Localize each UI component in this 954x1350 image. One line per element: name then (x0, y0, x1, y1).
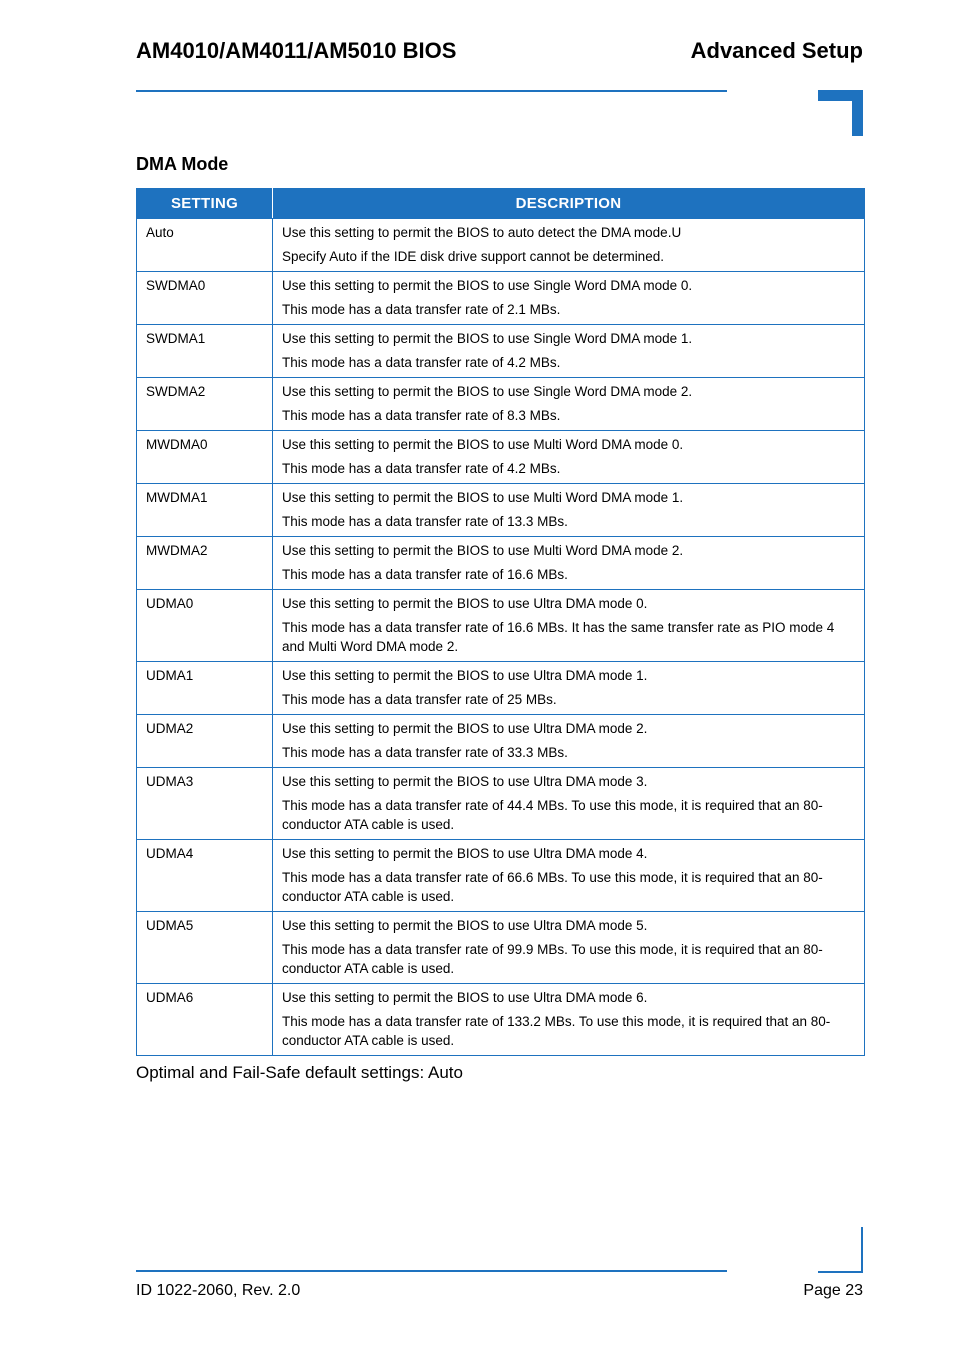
corner-mark-bottom-vertical (861, 1227, 863, 1273)
description-detail: This mode has a data transfer rate of 16.6 MBs. It has the same transfer rate as PIO mode 4 and Multi Word DMA mode 2. (282, 620, 835, 654)
description-line: Use this setting to permit the BIOS to use Single Word DMA mode 0. (282, 278, 693, 293)
page-number: Page 23 (803, 1282, 863, 1299)
dma-mode-table (136, 188, 865, 1056)
description-cell (273, 715, 865, 768)
description-cell (273, 768, 865, 840)
description-line: Use this setting to permit the BIOS to use Multi Word DMA mode 2. (282, 543, 684, 558)
description-line: Use this setting to permit the BIOS to use Ultra DMA mode 1. (282, 668, 648, 683)
setting-cell: MWDMA0 (137, 431, 273, 484)
description-detail: This mode has a data transfer rate of 99.9 MBs. To use this mode, it is required that an 80-conductor ATA cable is used. (282, 942, 823, 976)
description-line: Use this setting to permit the BIOS to use Multi Word DMA mode 1. (282, 490, 684, 505)
setting-cell: UDMA0 (137, 590, 273, 662)
description-detail: This mode has a data transfer rate of 66.6 MBs. To use this mode, it is required that an 80-conductor ATA cable is used. (282, 870, 823, 904)
setting-cell: UDMA3 (137, 768, 273, 840)
table-row (137, 272, 865, 325)
table-row (137, 840, 865, 912)
column-header-description: DESCRIPTION (273, 189, 865, 219)
setting-cell: SWDMA0 (137, 272, 273, 325)
table-header-row (137, 189, 865, 219)
description-cell (273, 378, 865, 431)
description-line: Use this setting to permit the BIOS to use Ultra DMA mode 4. (282, 846, 648, 861)
table-body (137, 219, 865, 1056)
corner-mark-top-vertical (852, 90, 863, 136)
setting-cell: MWDMA2 (137, 537, 273, 590)
table-row (137, 590, 865, 662)
table-row (137, 325, 865, 378)
description-detail: This mode has a data transfer rate of 8.3 MBs. (282, 408, 561, 423)
description-cell (273, 537, 865, 590)
footer-rule (136, 1270, 727, 1272)
description-line: Use this setting to permit the BIOS to auto detect the DMA mode.U (282, 225, 682, 240)
setting-cell: UDMA5 (137, 912, 273, 984)
default-settings-note: Optimal and Fail-Safe default settings: Auto (136, 1063, 463, 1082)
description-line: Use this setting to permit the BIOS to use Ultra DMA mode 5. (282, 918, 648, 933)
description-cell (273, 590, 865, 662)
description-detail: This mode has a data transfer rate of 25 MBs. (282, 692, 557, 707)
setting-cell: SWDMA1 (137, 325, 273, 378)
setting-cell: MWDMA1 (137, 484, 273, 537)
description-detail: This mode has a data transfer rate of 13.3 MBs. (282, 514, 568, 529)
description-cell (273, 840, 865, 912)
description-detail: This mode has a data transfer rate of 44.4 MBs. To use this mode, it is required that an 80-conductor ATA cable is used. (282, 798, 823, 832)
table-row (137, 219, 865, 272)
table-row (137, 484, 865, 537)
setting-cell: UDMA6 (137, 984, 273, 1056)
document-title: AM4010/AM4011/AM5010 BIOS (136, 38, 457, 63)
description-detail: This mode has a data transfer rate of 16.6 MBs. (282, 567, 568, 582)
description-line: Use this setting to permit the BIOS to use Multi Word DMA mode 0. (282, 437, 684, 452)
description-line: Use this setting to permit the BIOS to use Single Word DMA mode 1. (282, 331, 693, 346)
description-line: Use this setting to permit the BIOS to use Ultra DMA mode 3. (282, 774, 648, 789)
description-line: Use this setting to permit the BIOS to use Ultra DMA mode 6. (282, 990, 648, 1005)
description-line: Use this setting to permit the BIOS to use Ultra DMA mode 2. (282, 721, 648, 736)
description-cell (273, 662, 865, 715)
description-detail: This mode has a data transfer rate of 133.2 MBs. To use this mode, it is required that an 80-conductor ATA cable is used. (282, 1014, 831, 1048)
table-row (137, 912, 865, 984)
column-header-setting: SETTING (137, 189, 273, 219)
page-heading: DMA Mode (136, 154, 229, 174)
setting-cell: SWDMA2 (137, 378, 273, 431)
description-detail: This mode has a data transfer rate of 4.2 MBs. (282, 355, 561, 370)
section-title: Advanced Setup (690, 38, 863, 63)
description-cell (273, 325, 865, 378)
header-rule (136, 90, 727, 92)
table-row (137, 984, 865, 1056)
setting-cell: UDMA1 (137, 662, 273, 715)
table-row (137, 662, 865, 715)
setting-cell: UDMA4 (137, 840, 273, 912)
table-row (137, 715, 865, 768)
corner-mark-bottom (818, 1271, 863, 1273)
description-cell (273, 912, 865, 984)
table-row (137, 768, 865, 840)
table-row (137, 537, 865, 590)
description-cell (273, 219, 865, 272)
table-row (137, 378, 865, 431)
description-detail: This mode has a data transfer rate of 2.1 MBs. (282, 302, 561, 317)
description-cell (273, 272, 865, 325)
description-line: Use this setting to permit the BIOS to use Single Word DMA mode 2. (282, 384, 693, 399)
setting-cell: Auto (137, 219, 273, 272)
description-detail: Specify Auto if the IDE disk drive support cannot be determined. (282, 249, 664, 264)
description-cell (273, 984, 865, 1056)
table-row (137, 431, 865, 484)
description-cell (273, 431, 865, 484)
description-cell (273, 484, 865, 537)
description-line: Use this setting to permit the BIOS to use Ultra DMA mode 0. (282, 596, 648, 611)
document-id: ID 1022-2060, Rev. 2.0 (136, 1282, 301, 1299)
description-detail: This mode has a data transfer rate of 4.2 MBs. (282, 461, 561, 476)
setting-cell: UDMA2 (137, 715, 273, 768)
description-detail: This mode has a data transfer rate of 33.3 MBs. (282, 745, 568, 760)
